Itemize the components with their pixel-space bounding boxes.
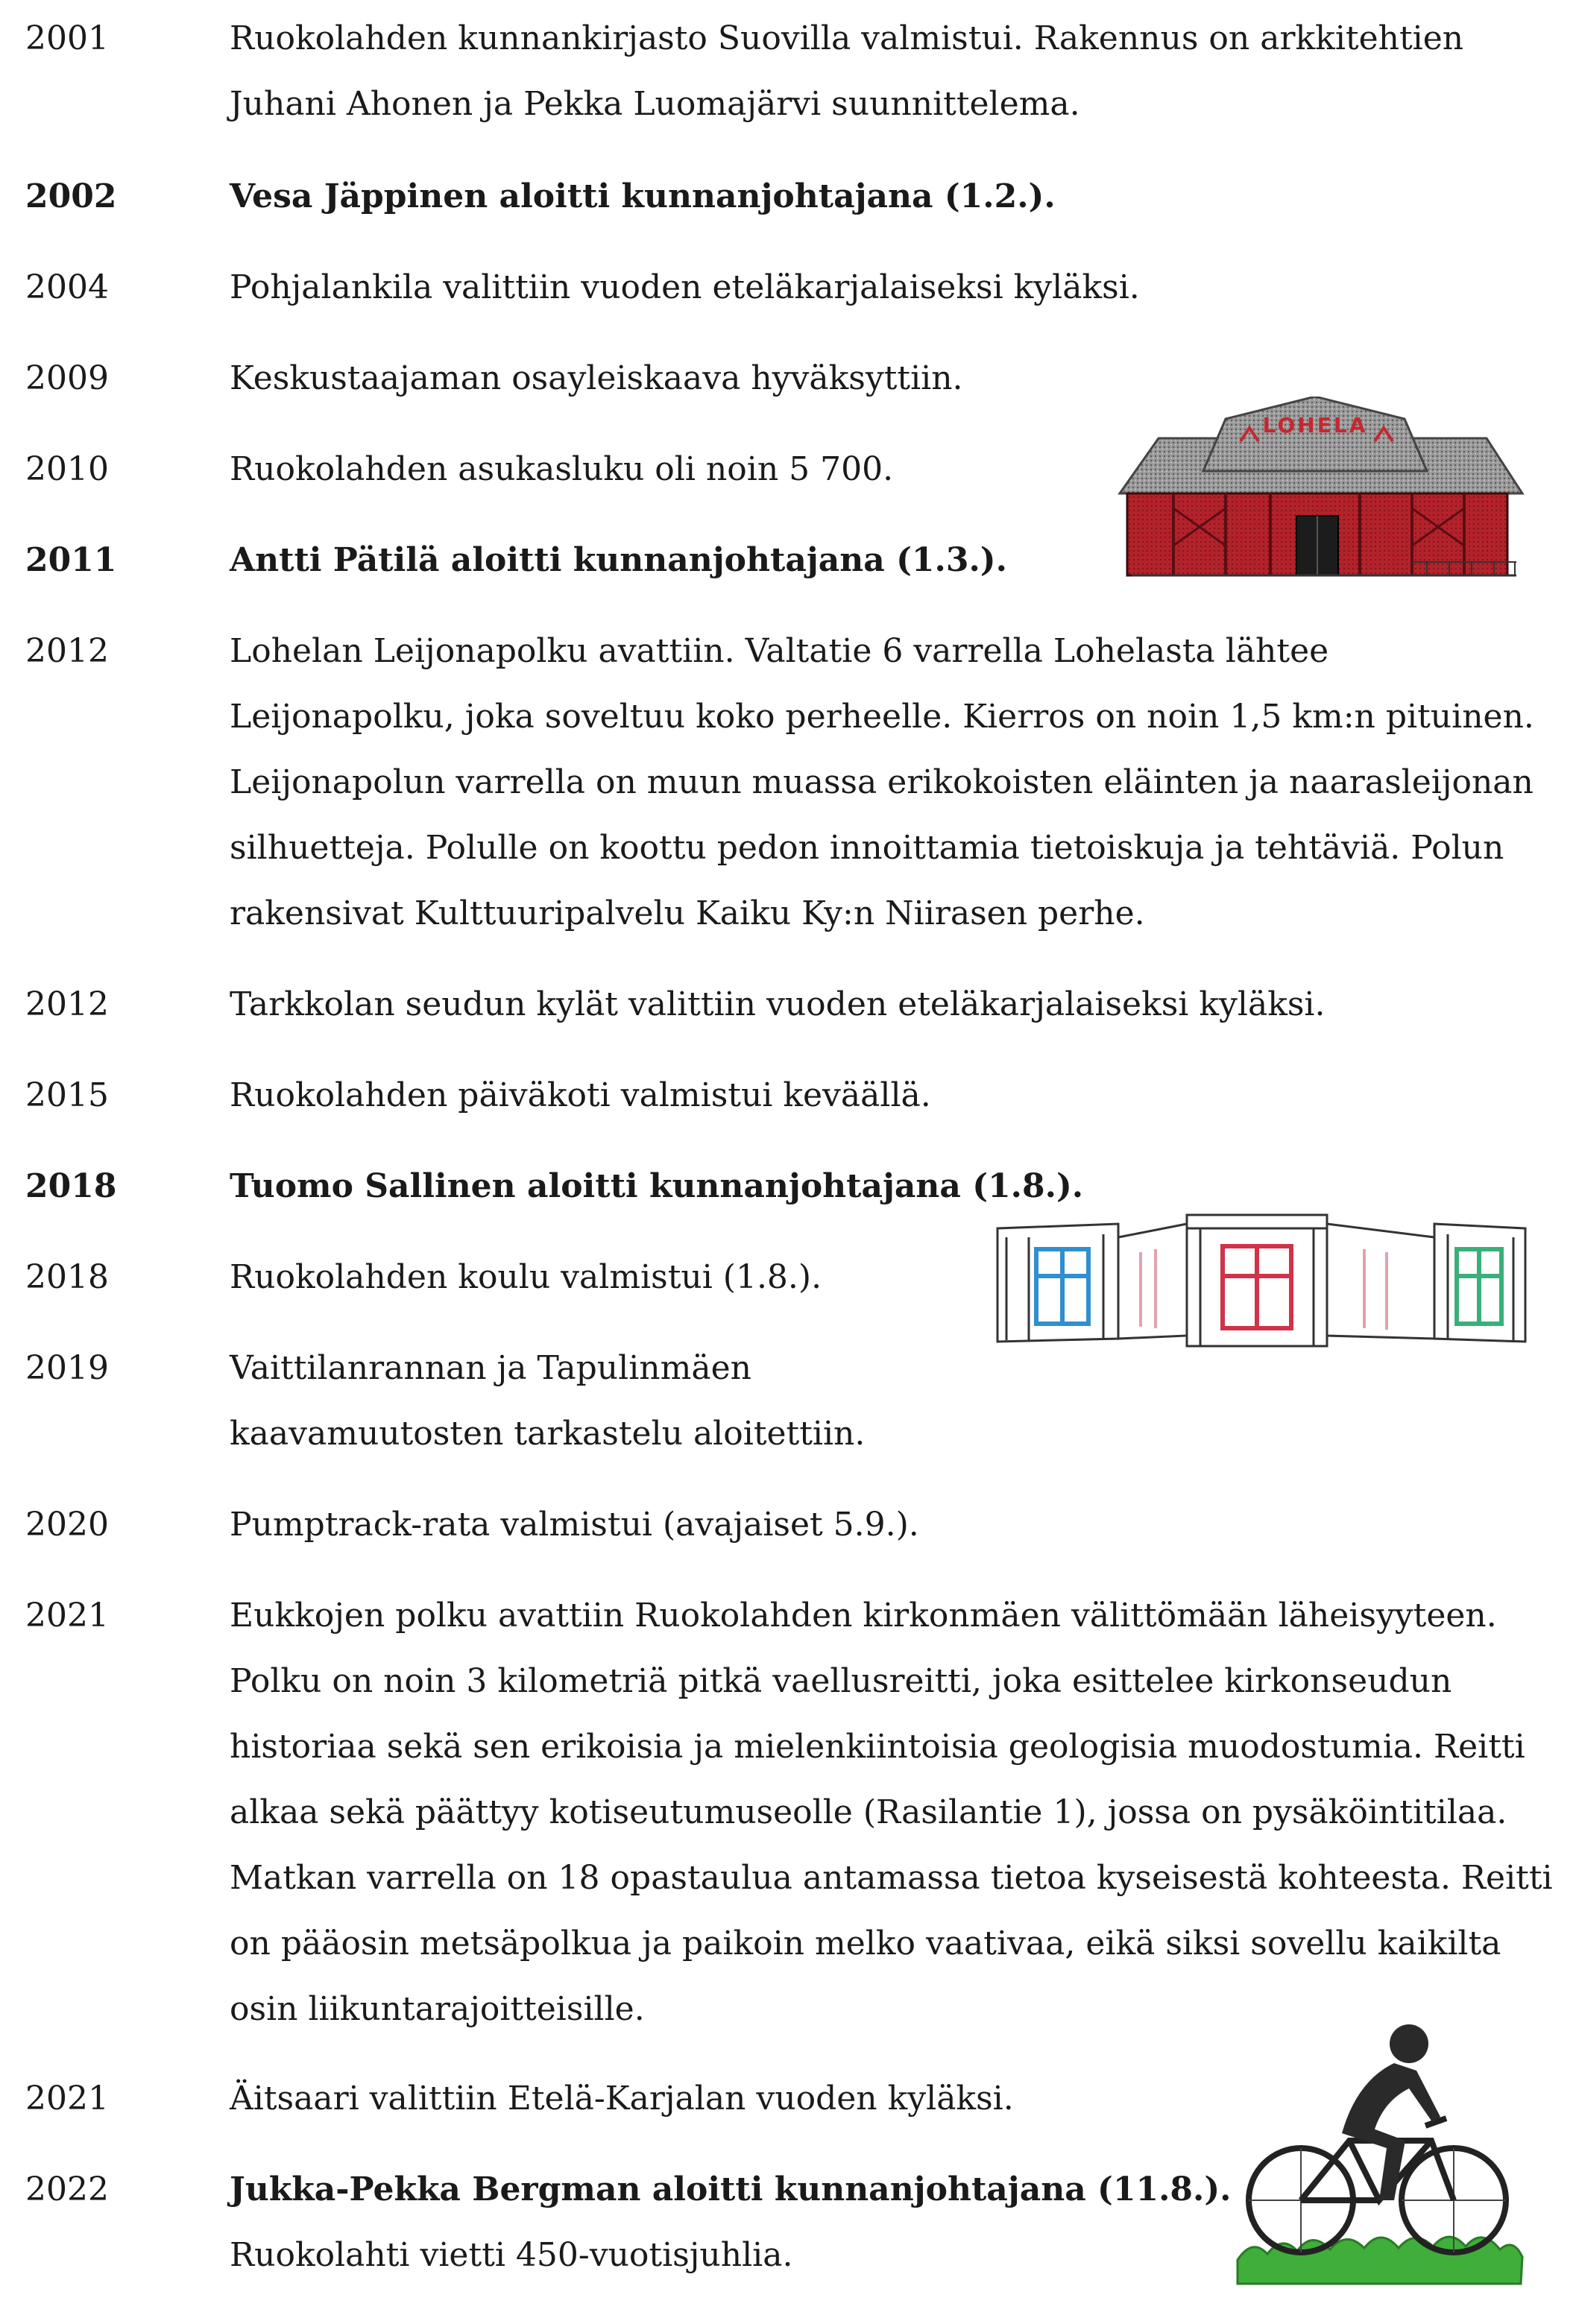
- entry-text: Ruokolahden kunnankirjasto Suovilla valmistui. Rakennus on arkkitehtien Juhani Ahonen ja Pekka Luomajärvi suunnittelema.: [230, 19, 1464, 123]
- timeline-entry: [25, 972, 1554, 1038]
- timeline-entry: [25, 255, 1554, 321]
- school-building-illustration: [992, 1207, 1528, 1357]
- entry-text: Eukkojen polku avattiin Ruokolahden kirkonmäen välittömään läheisyyteen. Polku on noin 3 kilometriä pitkä vaellusreitti, joka esittelee kirkonseudun historiaa sekä sen erikoisia ja mielenkiintoisia geologisia muodostumia. Reitti alkaa sekä päättyy kotiseutumuseolle (Rasilantie 1), jossa on pysäköintitilaa. Matkan varrella on 18 opastaulua antamassa tietoa kyseisestä kohteesta. Reitti on pääosin metsäpolkua ja paikoin melko vaativaa, eikä siksi sovellu kaikilta osin liikuntarajoitteisille.: [230, 1597, 1553, 2028]
- entry-text: Lohelan Leijonapolku avattiin. Valtatie 6 varrella Lohelasta lähtee Leijonapolku, joka soveltuu koko perheelle. Kierros on noin 1,5 km:n pituinen. Leijonapolun varrella on muun muassa erikokoisten eläinten ja naarasleijonan silhuetteja. Polulle on koottu pedon innoittamia tietoiskuja ja tehtäviä. Polun rakensivat Kulttuuripalvelu Kaiku Ky:n Niirasen perhe.: [230, 632, 1534, 932]
- timeline-entry: [25, 1492, 1554, 1558]
- entry-text-second: Ruokolahti vietti 450-vuotisjuhlia.: [230, 2236, 793, 2274]
- entry-text-bold: Jukka-Pekka Bergman aloitti kunnanjohtajana (11.8.).: [230, 2170, 1232, 2208]
- timeline-entry: [25, 619, 1554, 947]
- timeline-entry: [25, 1063, 1554, 1128]
- timeline-entry: [25, 164, 1554, 230]
- entry-year: 2021: [25, 2080, 109, 2118]
- entry-text: Pumptrack-rata valmistui (avajaiset 5.9.).: [230, 1506, 919, 1544]
- entry-year: 2018: [25, 1258, 109, 1296]
- entry-year: 2018: [25, 1167, 117, 1205]
- entry-year: 2002: [25, 177, 117, 215]
- entry-text: Ruokolahden päiväkoti valmistui keväällä.: [230, 1076, 931, 1114]
- entry-year: 2021: [25, 1597, 109, 1635]
- entry-year: 2010: [25, 450, 109, 488]
- entry-year: 2011: [25, 541, 117, 579]
- entry-text: Keskustaajaman osayleiskaava hyväksyttiin.: [230, 359, 963, 397]
- timeline-entry: [25, 1583, 1554, 2042]
- entry-year: 2015: [25, 1076, 109, 1114]
- entry-text: Pohjalankila valittiin vuoden eteläkarjalaiseksi kyläksi.: [230, 268, 1140, 306]
- cyclist-illustration: [1230, 2021, 1528, 2290]
- entry-text: Ruokolahden asukasluku oli noin 5 700.: [230, 450, 894, 488]
- entry-year: 2019: [25, 1349, 109, 1387]
- entry-text: Vaittilanrannan ja Tapulinmäen kaavamuutosten tarkastelu aloitettiin.: [230, 1349, 866, 1453]
- timeline-entry: [25, 6, 1554, 137]
- entry-year: 2009: [25, 359, 109, 397]
- lohela-sign: LOHELA: [1262, 413, 1368, 438]
- entry-year: 2012: [25, 632, 109, 670]
- entry-text: Tuomo Sallinen aloitti kunnanjohtajana (1.8.).: [230, 1167, 1084, 1205]
- lohela-building-illustration: [1114, 397, 1531, 584]
- entry-text: Ruokolahden koulu valmistui (1.8.).: [230, 1258, 822, 1296]
- entry-year: 2020: [25, 1506, 109, 1544]
- entry-text: Antti Pätilä aloitti kunnanjohtajana (1.3.).: [230, 541, 1007, 579]
- entry-year: 2022: [25, 2170, 109, 2208]
- entry-year: 2012: [25, 985, 109, 1023]
- entry-year: 2001: [25, 19, 109, 57]
- entry-text: Tarkkolan seudun kylät valittiin vuoden eteläkarjalaiseksi kyläksi.: [230, 985, 1326, 1023]
- entry-text: Vesa Jäppinen aloitti kunnanjohtajana (1.2.).: [230, 177, 1056, 215]
- entry-year: 2004: [25, 268, 109, 306]
- entry-text: Äitsaari valittiin Etelä-Karjalan vuoden kyläksi.: [230, 2080, 1014, 2118]
